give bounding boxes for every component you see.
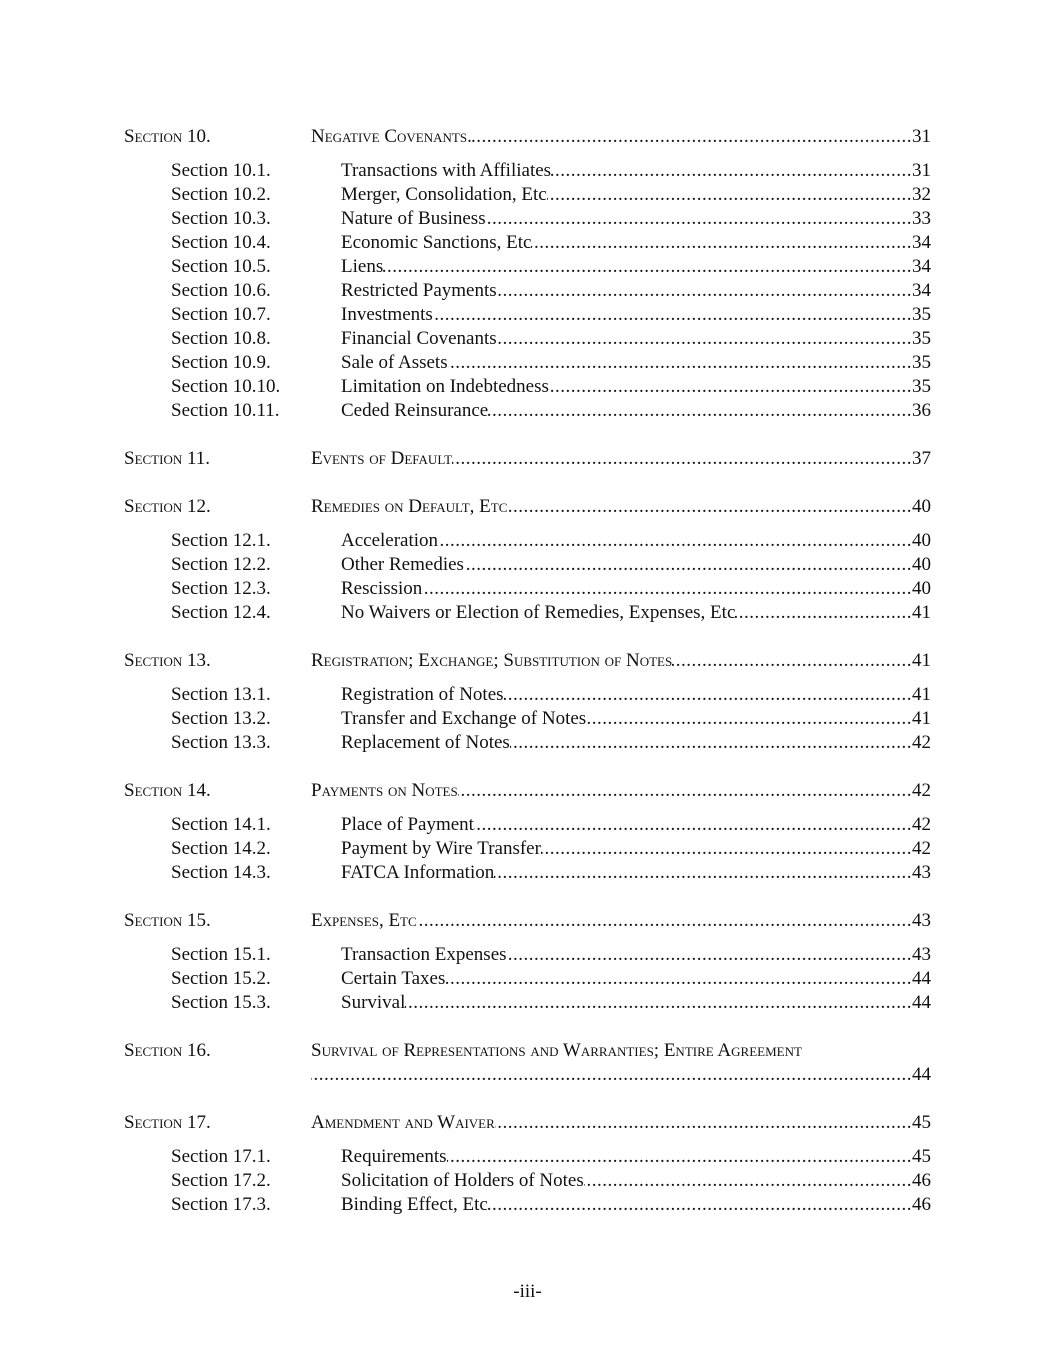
subsection-page-number: 44 bbox=[912, 968, 931, 989]
subsection-number: Section 15.1. bbox=[171, 944, 271, 965]
toc-subsection-entry[interactable] bbox=[124, 1193, 931, 1217]
dot-leader bbox=[458, 779, 912, 803]
dot-leader bbox=[448, 351, 912, 375]
subsection-number: Section 10.5. bbox=[171, 256, 271, 277]
subsection-number: Section 13.1. bbox=[171, 684, 271, 705]
subsection-title: Ceded Reinsurance bbox=[341, 400, 489, 421]
subsection-number: Section 10.3. bbox=[171, 208, 271, 229]
subsection-page-number: 41 bbox=[912, 602, 931, 623]
toc-section-group bbox=[124, 649, 931, 755]
toc-subsection-entry[interactable] bbox=[124, 601, 931, 625]
subsection-title: Restricted Payments bbox=[341, 280, 497, 301]
subsection-page-number: 35 bbox=[912, 352, 931, 373]
section-page-number: 41 bbox=[912, 650, 931, 671]
subsection-page-number: 43 bbox=[912, 862, 931, 883]
subsection-number: Section 12.4. bbox=[171, 602, 271, 623]
subsection-title: No Waivers or Election of Remedies, Expenses, Etc bbox=[341, 602, 736, 623]
toc-section-heading[interactable] bbox=[124, 1111, 931, 1135]
toc-section-group bbox=[124, 1039, 931, 1087]
dot-leader bbox=[507, 495, 912, 519]
section-title: Expenses, Etc bbox=[311, 910, 417, 931]
subsection-number: Section 17.3. bbox=[171, 1194, 271, 1215]
dot-leader bbox=[383, 255, 912, 279]
toc-subsection-entry[interactable] bbox=[124, 731, 931, 755]
dot-leader bbox=[586, 707, 912, 731]
dot-leader bbox=[433, 303, 912, 327]
subsection-number: Section 10.7. bbox=[171, 304, 271, 325]
section-page-number: 44 bbox=[912, 1064, 931, 1085]
subsection-page-number: 42 bbox=[912, 814, 931, 835]
toc-section-heading[interactable] bbox=[124, 447, 931, 471]
toc-subsection-entry[interactable] bbox=[124, 967, 931, 991]
subsection-number: Section 17.2. bbox=[171, 1170, 271, 1191]
section-title: Registration; Exchange; Substitution of Notes bbox=[311, 650, 673, 671]
toc-subsection-entry[interactable] bbox=[124, 303, 931, 327]
section-page-number: 40 bbox=[912, 496, 931, 517]
subsection-title: Transactions with Affiliates bbox=[341, 160, 552, 181]
subsection-title: Binding Effect, Etc bbox=[341, 1194, 488, 1215]
subsection-number: Section 10.9. bbox=[171, 352, 271, 373]
subsection-title: Rescission bbox=[341, 578, 423, 599]
section-page-number: 45 bbox=[912, 1112, 931, 1133]
section-title: Amendment and Waiver bbox=[311, 1112, 495, 1133]
section-title: Survival of Representations and Warranties; Entire Agreement bbox=[311, 1040, 802, 1061]
section-number: Section 17. bbox=[124, 1112, 211, 1133]
subsection-number: Section 12.2. bbox=[171, 554, 271, 575]
subsection-title: Survival bbox=[341, 992, 406, 1013]
section-title: Events of Default bbox=[311, 448, 453, 469]
toc-subsection-entry[interactable] bbox=[124, 279, 931, 303]
subsection-page-number: 41 bbox=[912, 708, 931, 729]
toc-section-group bbox=[124, 495, 931, 625]
dot-leader bbox=[547, 183, 912, 207]
toc-section-heading[interactable] bbox=[124, 495, 931, 519]
subsection-page-number: 44 bbox=[912, 992, 931, 1013]
toc-subsection-entry[interactable] bbox=[124, 399, 931, 423]
subsection-title: Sale of Assets bbox=[341, 352, 448, 373]
toc-section-group bbox=[124, 447, 931, 471]
dot-leader bbox=[584, 1169, 912, 1193]
toc-subsection-entry[interactable] bbox=[124, 683, 931, 707]
subsection-title: Transaction Expenses bbox=[341, 944, 507, 965]
subsection-page-number: 33 bbox=[912, 208, 931, 229]
subsection-number: Section 10.2. bbox=[171, 184, 271, 205]
dot-leader bbox=[486, 207, 912, 231]
subsection-page-number: 40 bbox=[912, 554, 931, 575]
subsection-title: Liens bbox=[341, 256, 384, 277]
dot-leader bbox=[531, 231, 912, 255]
subsection-page-number: 35 bbox=[912, 376, 931, 397]
section-title: Remedies on Default, Etc bbox=[311, 496, 508, 517]
section-title: Payments on Notes bbox=[311, 780, 458, 801]
subsection-page-number: 31 bbox=[912, 160, 931, 181]
dot-leader bbox=[507, 943, 912, 967]
subsection-page-number: 34 bbox=[912, 232, 931, 253]
section-number: Section 12. bbox=[124, 496, 211, 517]
dot-leader bbox=[488, 399, 912, 423]
subsection-page-number: 45 bbox=[912, 1146, 931, 1167]
toc-subsection-entry[interactable] bbox=[124, 1169, 931, 1193]
subsection-number: Section 10.6. bbox=[171, 280, 271, 301]
subsection-page-number: 43 bbox=[912, 944, 931, 965]
toc-section-group bbox=[124, 779, 931, 885]
toc-section-group bbox=[124, 125, 931, 423]
dot-leader bbox=[464, 553, 912, 577]
dot-leader bbox=[445, 967, 912, 991]
subsection-number: Section 10.1. bbox=[171, 160, 271, 181]
toc-subsection-entry[interactable] bbox=[124, 231, 931, 255]
toc-subsection-entry[interactable] bbox=[124, 375, 931, 399]
subsection-page-number: 36 bbox=[912, 400, 931, 421]
subsection-number: Section 12.1. bbox=[171, 530, 271, 551]
toc-subsection-entry[interactable] bbox=[124, 553, 931, 577]
toc-section-heading[interactable] bbox=[124, 909, 931, 933]
section-page-number: 43 bbox=[912, 910, 931, 931]
toc-subsection-entry[interactable] bbox=[124, 861, 931, 885]
dot-leader bbox=[497, 279, 912, 303]
dot-leader bbox=[422, 577, 912, 601]
dot-leader bbox=[497, 327, 912, 351]
subsection-number: Section 10.10. bbox=[171, 376, 281, 397]
subsection-title: Place of Payment bbox=[341, 814, 474, 835]
toc-subsection-entry[interactable] bbox=[124, 351, 931, 375]
subsection-number: Section 17.1. bbox=[171, 1146, 271, 1167]
section-number: Section 14. bbox=[124, 780, 211, 801]
section-number: Section 16. bbox=[124, 1040, 211, 1061]
toc-subsection-entry[interactable] bbox=[124, 991, 931, 1015]
subsection-page-number: 35 bbox=[912, 304, 931, 325]
subsection-page-number: 40 bbox=[912, 530, 931, 551]
toc-section-heading[interactable] bbox=[124, 779, 931, 803]
subsection-number: Section 10.11. bbox=[171, 400, 280, 421]
subsection-number: Section 10.8. bbox=[171, 328, 271, 349]
subsection-number: Section 14.2. bbox=[171, 838, 271, 859]
subsection-title: FATCA Information bbox=[341, 862, 495, 883]
subsection-page-number: 32 bbox=[912, 184, 931, 205]
dot-leader bbox=[672, 649, 912, 673]
subsection-title: Payment by Wire Transfer bbox=[341, 838, 541, 859]
subsection-page-number: 34 bbox=[912, 280, 931, 301]
dot-leader bbox=[447, 1145, 912, 1169]
subsection-number: Section 13.3. bbox=[171, 732, 271, 753]
subsection-page-number: 34 bbox=[912, 256, 931, 277]
subsection-title: Solicitation of Holders of Notes bbox=[341, 1170, 584, 1191]
toc-subsection-entry[interactable] bbox=[124, 813, 931, 837]
page-number-footer: -iii- bbox=[513, 1281, 542, 1302]
dot-leader bbox=[504, 683, 912, 707]
subsection-title: Other Remedies bbox=[341, 554, 464, 575]
subsection-title: Investments bbox=[341, 304, 433, 325]
toc-subsection-entry[interactable] bbox=[124, 1145, 931, 1169]
toc-section-heading[interactable] bbox=[124, 125, 931, 149]
subsection-number: Section 12.3. bbox=[171, 578, 271, 599]
toc-subsection-entry[interactable] bbox=[124, 707, 931, 731]
subsection-title: Merger, Consolidation, Etc bbox=[341, 184, 547, 205]
section-page-number: 42 bbox=[912, 780, 931, 801]
dot-leader bbox=[405, 991, 912, 1015]
section-page-number: 37 bbox=[912, 448, 931, 469]
subsection-title: Requirements bbox=[341, 1146, 447, 1167]
subsection-title: Economic Sanctions, Etc bbox=[341, 232, 532, 253]
dot-leader bbox=[488, 1193, 912, 1217]
subsection-title: Registration of Notes bbox=[341, 684, 504, 705]
section-number: Section 13. bbox=[124, 650, 211, 671]
dot-leader bbox=[311, 1063, 912, 1087]
subsection-page-number: 42 bbox=[912, 732, 931, 753]
toc-subsection-entry[interactable] bbox=[124, 837, 931, 861]
subsection-number: Section 14.1. bbox=[171, 814, 271, 835]
subsection-page-number: 41 bbox=[912, 684, 931, 705]
subsection-page-number: 46 bbox=[912, 1170, 931, 1191]
dot-leader bbox=[438, 529, 912, 553]
subsection-title: Acceleration bbox=[341, 530, 439, 551]
dot-leader bbox=[495, 1111, 912, 1135]
section-number: Section 11. bbox=[124, 448, 211, 469]
toc-dot-leader-line bbox=[124, 1063, 931, 1087]
subsection-page-number: 46 bbox=[912, 1194, 931, 1215]
subsection-number: Section 15.2. bbox=[171, 968, 271, 989]
table-of-contents bbox=[124, 125, 931, 1241]
toc-subsection-entry[interactable] bbox=[124, 327, 931, 351]
dot-leader bbox=[452, 447, 912, 471]
dot-leader bbox=[494, 861, 912, 885]
subsection-page-number: 40 bbox=[912, 578, 931, 599]
subsection-number: Section 13.2. bbox=[171, 708, 271, 729]
dot-leader bbox=[510, 731, 912, 755]
toc-subsection-entry[interactable] bbox=[124, 207, 931, 231]
subsection-title: Certain Taxes bbox=[341, 968, 446, 989]
toc-section-group bbox=[124, 909, 931, 1015]
toc-section-heading[interactable] bbox=[124, 649, 931, 673]
subsection-title: Replacement of Notes bbox=[341, 732, 510, 753]
dot-leader bbox=[472, 125, 912, 149]
dot-leader bbox=[735, 601, 912, 625]
section-title: Negative Covenants. bbox=[311, 126, 472, 147]
toc-section-heading[interactable] bbox=[124, 1039, 931, 1063]
subsection-number: Section 10.4. bbox=[171, 232, 271, 253]
dot-leader bbox=[417, 909, 912, 933]
toc-subsection-entry[interactable] bbox=[124, 577, 931, 601]
dot-leader bbox=[549, 375, 912, 399]
subsection-title: Transfer and Exchange of Notes bbox=[341, 708, 587, 729]
subsection-title: Financial Covenants bbox=[341, 328, 497, 349]
section-number: Section 15. bbox=[124, 910, 211, 931]
dot-leader bbox=[551, 159, 912, 183]
toc-subsection-entry[interactable] bbox=[124, 943, 931, 967]
subsection-number: Section 15.3. bbox=[171, 992, 271, 1013]
subsection-page-number: 35 bbox=[912, 328, 931, 349]
section-number: Section 10. bbox=[124, 126, 211, 147]
toc-subsection-entry[interactable] bbox=[124, 529, 931, 553]
toc-section-group bbox=[124, 1111, 931, 1217]
toc-subsection-entry[interactable] bbox=[124, 255, 931, 279]
toc-subsection-entry[interactable] bbox=[124, 159, 931, 183]
section-page-number: 31 bbox=[912, 126, 931, 147]
subsection-title: Limitation on Indebtedness bbox=[341, 376, 549, 397]
toc-subsection-entry[interactable] bbox=[124, 183, 931, 207]
subsection-title: Nature of Business bbox=[341, 208, 486, 229]
dot-leader bbox=[541, 837, 912, 861]
subsection-number: Section 14.3. bbox=[171, 862, 271, 883]
dot-leader bbox=[474, 813, 912, 837]
subsection-page-number: 42 bbox=[912, 838, 931, 859]
